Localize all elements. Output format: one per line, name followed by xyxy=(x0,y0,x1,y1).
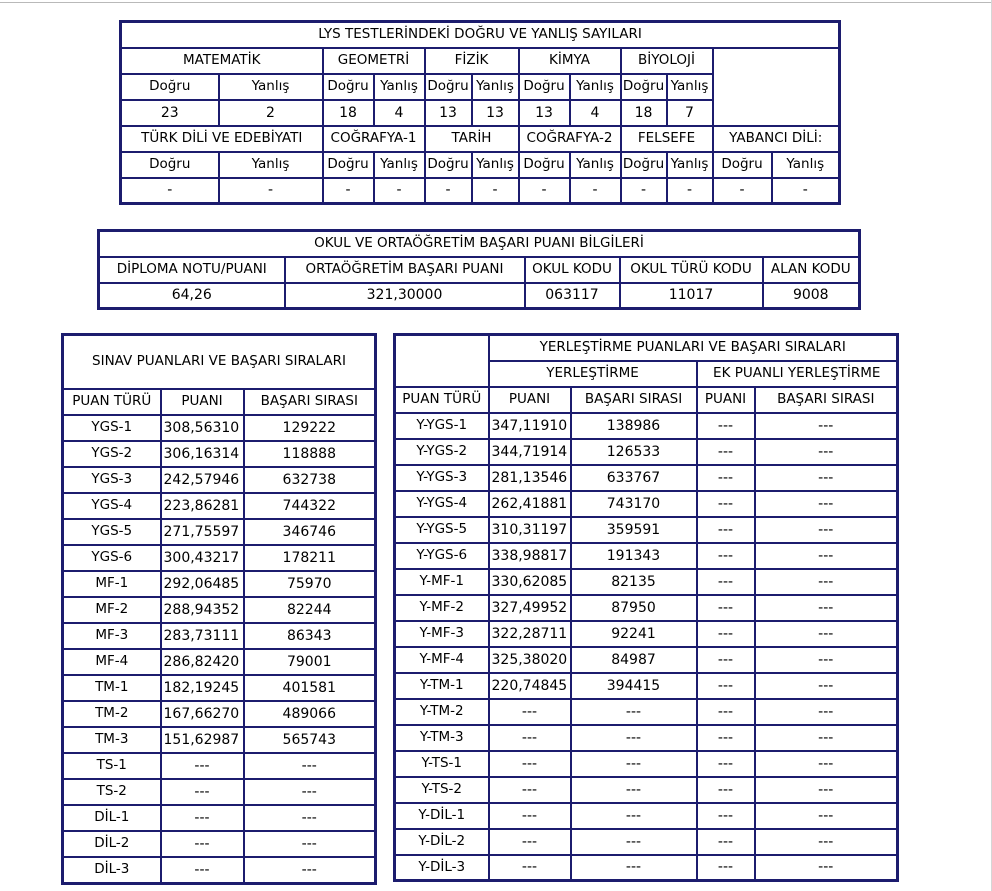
value-cell: --- xyxy=(755,439,898,465)
value-cell: --- xyxy=(571,803,697,829)
value-cell: 13 xyxy=(519,100,570,126)
table-row xyxy=(395,855,898,881)
table-row xyxy=(63,519,376,545)
value-cell: --- xyxy=(755,621,898,647)
top-border-line xyxy=(0,2,992,3)
header-ek-puani: PUANI xyxy=(697,387,755,413)
value-cell: 306,16314 xyxy=(161,441,244,467)
value-cell: --- xyxy=(755,777,898,803)
value-cell: 4 xyxy=(374,100,425,126)
value-cell: - xyxy=(621,178,667,204)
puan-turu-cell: Y-MF-4 xyxy=(395,647,489,673)
yanlis-label: Yanlış xyxy=(374,74,425,100)
value-cell: --- xyxy=(755,647,898,673)
table-row xyxy=(63,701,376,727)
subject-kimya: KİMYA xyxy=(519,48,621,74)
value-cell: 126533 xyxy=(571,439,697,465)
header-ek-basari-sirasi: BAŞARI SIRASI xyxy=(755,387,898,413)
value-cell: 489066 xyxy=(244,701,376,727)
puan-turu-cell: DİL-2 xyxy=(63,831,161,857)
puan-turu-cell: Y-YGS-3 xyxy=(395,465,489,491)
puan-turu-cell: Y-TM-2 xyxy=(395,699,489,725)
value-cell: --- xyxy=(489,751,571,777)
puan-turu-cell: Y-YGS-6 xyxy=(395,543,489,569)
dogru-label: Doğru xyxy=(519,152,570,178)
value-cell: --- xyxy=(755,803,898,829)
value-cell: 310,31197 xyxy=(489,517,571,543)
okul-title: OKUL VE ORTAÖĞRETİM BAŞARI PUANI BİLGİLERİ xyxy=(99,231,860,257)
puan-turu-cell: Y-TS-1 xyxy=(395,751,489,777)
value-cell: --- xyxy=(697,751,755,777)
subject-matematik: MATEMATİK xyxy=(121,48,323,74)
puan-turu-cell: YGS-1 xyxy=(63,415,161,441)
puan-turu-cell: YGS-3 xyxy=(63,467,161,493)
value-cell: --- xyxy=(755,569,898,595)
lys-title: LYS TESTLERİNDEKİ DOĞRU VE YANLIŞ SAYILARI xyxy=(121,22,840,48)
value-cell: --- xyxy=(571,855,697,881)
subject-fizik: FİZİK xyxy=(425,48,519,74)
value-cell: --- xyxy=(489,725,571,751)
puan-turu-cell: YGS-2 xyxy=(63,441,161,467)
table-row xyxy=(63,675,376,701)
value-cell: --- xyxy=(755,465,898,491)
yanlis-label: Yanlış xyxy=(667,152,713,178)
value-cell: --- xyxy=(571,777,697,803)
table-row xyxy=(395,595,898,621)
value-cell: --- xyxy=(571,725,697,751)
value-cell: --- xyxy=(755,725,898,751)
table-row xyxy=(395,621,898,647)
dogru-label: Doğru xyxy=(323,152,374,178)
value-cell: - xyxy=(323,178,374,204)
value-cell: --- xyxy=(697,465,755,491)
value-cell: --- xyxy=(697,439,755,465)
puan-turu-cell: TM-3 xyxy=(63,727,161,753)
value-cell: --- xyxy=(244,831,376,857)
table-row xyxy=(63,597,376,623)
puan-turu-cell: Y-MF-2 xyxy=(395,595,489,621)
value-cell: --- xyxy=(755,855,898,881)
value-cell: 86343 xyxy=(244,623,376,649)
value-cell: 18 xyxy=(621,100,667,126)
value-cell: 129222 xyxy=(244,415,376,441)
header-okul-turu-kodu: OKUL TÜRÜ KODU xyxy=(620,257,763,283)
header-puani: PUANI xyxy=(161,389,244,415)
value-cell: 300,43217 xyxy=(161,545,244,571)
value-cell: --- xyxy=(697,517,755,543)
value-cell: - xyxy=(472,178,519,204)
value-cell: 743170 xyxy=(571,491,697,517)
puan-turu-cell: Y-YGS-5 xyxy=(395,517,489,543)
table-row xyxy=(395,725,898,751)
value-cell: 191343 xyxy=(571,543,697,569)
value-obp: 321,30000 xyxy=(285,283,525,309)
value-cell: 182,19245 xyxy=(161,675,244,701)
value-cell: 151,62987 xyxy=(161,727,244,753)
value-cell: --- xyxy=(755,829,898,855)
value-cell: --- xyxy=(571,751,697,777)
value-cell: 359591 xyxy=(571,517,697,543)
sub-ek-puanli: EK PUANLI YERLEŞTİRME xyxy=(697,361,898,387)
table-row xyxy=(63,857,376,883)
dogru-label: Doğru xyxy=(323,74,374,100)
value-cell: - xyxy=(121,178,219,204)
value-cell: --- xyxy=(755,673,898,699)
value-cell: 338,98817 xyxy=(489,543,571,569)
value-cell: --- xyxy=(755,491,898,517)
dogru-label: Doğru xyxy=(621,74,667,100)
value-cell: --- xyxy=(697,855,755,881)
table-row xyxy=(63,467,376,493)
puan-turu-cell: MF-2 xyxy=(63,597,161,623)
value-cell: 292,06485 xyxy=(161,571,244,597)
value-cell: --- xyxy=(244,779,376,805)
puan-turu-cell: TS-2 xyxy=(63,779,161,805)
value-cell: 79001 xyxy=(244,649,376,675)
yanlis-label: Yanlış xyxy=(570,74,621,100)
puan-turu-cell: DİL-3 xyxy=(63,857,161,883)
value-cell: 347,11910 xyxy=(489,413,571,439)
value-cell: --- xyxy=(244,753,376,779)
value-cell: 283,73111 xyxy=(161,623,244,649)
header-diploma: DİPLOMA NOTU/PUANI xyxy=(99,257,285,283)
value-cell: 87950 xyxy=(571,595,697,621)
yanlis-label: Yanlış xyxy=(667,74,713,100)
puan-turu-cell: TM-2 xyxy=(63,701,161,727)
value-cell: --- xyxy=(697,777,755,803)
school-info-table xyxy=(97,229,861,310)
dogru-label: Doğru xyxy=(121,74,219,100)
value-cell: 13 xyxy=(472,100,519,126)
table-row xyxy=(395,439,898,465)
table-row xyxy=(63,623,376,649)
table-row xyxy=(395,517,898,543)
puan-turu-cell: Y-DİL-3 xyxy=(395,855,489,881)
table-row xyxy=(395,647,898,673)
puan-turu-cell: MF-3 xyxy=(63,623,161,649)
value-cell: 7 xyxy=(667,100,713,126)
value-cell: --- xyxy=(697,413,755,439)
header-alan-kodu: ALAN KODU xyxy=(763,257,860,283)
puan-turu-cell: TS-1 xyxy=(63,753,161,779)
value-cell: --- xyxy=(697,621,755,647)
placement-scores-table xyxy=(393,333,899,882)
table-row xyxy=(63,831,376,857)
value-cell: 262,41881 xyxy=(489,491,571,517)
value-cell: 281,13546 xyxy=(489,465,571,491)
puan-turu-cell: Y-DİL-1 xyxy=(395,803,489,829)
table-row xyxy=(395,777,898,803)
value-cell: 346746 xyxy=(244,519,376,545)
table-row xyxy=(395,673,898,699)
value-cell: --- xyxy=(161,779,244,805)
table-row xyxy=(63,571,376,597)
puan-turu-cell: Y-YGS-4 xyxy=(395,491,489,517)
puan-turu-cell: Y-MF-3 xyxy=(395,621,489,647)
value-cell: 330,62085 xyxy=(489,569,571,595)
table-row xyxy=(395,803,898,829)
value-cell: 344,71914 xyxy=(489,439,571,465)
value-diploma: 64,26 xyxy=(99,283,285,309)
value-cell: --- xyxy=(697,647,755,673)
value-cell: 286,82420 xyxy=(161,649,244,675)
dogru-label: Doğru xyxy=(425,74,472,100)
table-row xyxy=(395,699,898,725)
puan-turu-cell: Y-TS-2 xyxy=(395,777,489,803)
dogru-label: Doğru xyxy=(713,152,772,178)
value-cell: --- xyxy=(489,855,571,881)
value-cell: - xyxy=(374,178,425,204)
header-okul-kodu: OKUL KODU xyxy=(525,257,620,283)
dogru-label: Doğru xyxy=(519,74,570,100)
value-cell: --- xyxy=(697,543,755,569)
puan-turu-cell: YGS-4 xyxy=(63,493,161,519)
yanlis-label: Yanlış xyxy=(570,152,621,178)
empty-cell xyxy=(713,48,840,126)
value-cell: 220,74845 xyxy=(489,673,571,699)
empty-header-cell xyxy=(395,335,489,387)
value-cell: 632738 xyxy=(244,467,376,493)
dogru-label: Doğru xyxy=(621,152,667,178)
table-row xyxy=(63,805,376,831)
value-cell: 178211 xyxy=(244,545,376,571)
value-cell: 84987 xyxy=(571,647,697,673)
value-cell: --- xyxy=(697,829,755,855)
value-cell: --- xyxy=(244,857,376,883)
table-row xyxy=(395,751,898,777)
table-row xyxy=(63,493,376,519)
value-cell: 82135 xyxy=(571,569,697,595)
subject-cografya-1: COĞRAFYA-1 xyxy=(323,126,425,152)
value-cell: 322,28711 xyxy=(489,621,571,647)
table-row xyxy=(63,753,376,779)
value-cell: 92241 xyxy=(571,621,697,647)
header-basari-sirasi: BAŞARI SIRASI xyxy=(244,389,376,415)
yanlis-label: Yanlış xyxy=(772,152,840,178)
subject-felsefe: FELSEFE xyxy=(621,126,713,152)
puan-turu-cell: MF-4 xyxy=(63,649,161,675)
table-row xyxy=(63,649,376,675)
value-cell: 118888 xyxy=(244,441,376,467)
table-row xyxy=(63,415,376,441)
value-cell: 2 xyxy=(219,100,323,126)
subject-turk-dili: TÜRK DİLİ VE EDEBİYATI xyxy=(121,126,323,152)
value-cell: 327,49952 xyxy=(489,595,571,621)
value-cell: --- xyxy=(755,413,898,439)
exam-scores-table xyxy=(61,333,377,885)
value-cell: 167,66270 xyxy=(161,701,244,727)
table-row xyxy=(395,491,898,517)
table-row xyxy=(395,413,898,439)
value-cell: --- xyxy=(161,857,244,883)
lys-results-table xyxy=(119,20,841,205)
table-row xyxy=(63,441,376,467)
value-cell: --- xyxy=(697,699,755,725)
value-cell: --- xyxy=(161,753,244,779)
value-cell: --- xyxy=(755,595,898,621)
puan-turu-cell: TM-1 xyxy=(63,675,161,701)
value-cell: --- xyxy=(697,569,755,595)
value-cell: 271,75597 xyxy=(161,519,244,545)
value-cell: --- xyxy=(571,829,697,855)
puan-turu-cell: Y-DİL-2 xyxy=(395,829,489,855)
exam-scores-body xyxy=(63,415,376,883)
value-cell: 82244 xyxy=(244,597,376,623)
value-cell: 744322 xyxy=(244,493,376,519)
value-cell: --- xyxy=(161,831,244,857)
yanlis-label: Yanlış xyxy=(472,152,519,178)
value-okul-turu-kodu: 11017 xyxy=(620,283,763,309)
header-puani: PUANI xyxy=(489,387,571,413)
value-cell: 223,86281 xyxy=(161,493,244,519)
value-cell: --- xyxy=(161,805,244,831)
puan-turu-cell: Y-TM-3 xyxy=(395,725,489,751)
value-cell: 242,57946 xyxy=(161,467,244,493)
table-row xyxy=(63,779,376,805)
header-puan-turu: PUAN TÜRÜ xyxy=(63,389,161,415)
header-basari-sirasi: BAŞARI SIRASI xyxy=(571,387,697,413)
puan-turu-cell: Y-MF-1 xyxy=(395,569,489,595)
value-cell: 394415 xyxy=(571,673,697,699)
value-cell: 308,56310 xyxy=(161,415,244,441)
table-row xyxy=(63,545,376,571)
value-cell: --- xyxy=(489,699,571,725)
header-puan-turu: PUAN TÜRÜ xyxy=(395,387,489,413)
value-cell: - xyxy=(667,178,713,204)
yanlis-label: Yanlış xyxy=(374,152,425,178)
yanlis-label: Yanlış xyxy=(219,152,323,178)
sub-yerlestirme: YERLEŞTİRME xyxy=(489,361,697,387)
value-cell: --- xyxy=(697,673,755,699)
subject-cografya-2: COĞRAFYA-2 xyxy=(519,126,621,152)
puan-turu-cell: MF-1 xyxy=(63,571,161,597)
value-cell: --- xyxy=(697,491,755,517)
subject-biyoloji: BİYOLOJİ xyxy=(621,48,713,74)
value-cell: 138986 xyxy=(571,413,697,439)
sinav-title: SINAV PUANLARI VE BAŞARI SIRALARI xyxy=(63,335,376,390)
yanlis-label: Yanlış xyxy=(472,74,519,100)
table-row xyxy=(63,727,376,753)
value-cell: --- xyxy=(244,805,376,831)
value-cell: - xyxy=(219,178,323,204)
value-cell: 401581 xyxy=(244,675,376,701)
value-cell: --- xyxy=(697,803,755,829)
value-cell: - xyxy=(570,178,621,204)
value-alan-kodu: 9008 xyxy=(763,283,860,309)
puan-turu-cell: YGS-5 xyxy=(63,519,161,545)
puan-turu-cell: Y-YGS-2 xyxy=(395,439,489,465)
value-cell: --- xyxy=(755,517,898,543)
value-cell: - xyxy=(519,178,570,204)
table-row xyxy=(395,543,898,569)
subject-geometri: GEOMETRİ xyxy=(323,48,425,74)
value-cell: 633767 xyxy=(571,465,697,491)
value-cell: --- xyxy=(697,595,755,621)
value-cell: - xyxy=(772,178,840,204)
subject-yabanci-dili: YABANCI DİLİ: xyxy=(713,126,840,152)
value-cell: 18 xyxy=(323,100,374,126)
value-cell: 75970 xyxy=(244,571,376,597)
value-cell: 23 xyxy=(121,100,219,126)
value-cell: 288,94352 xyxy=(161,597,244,623)
dogru-label: Doğru xyxy=(121,152,219,178)
value-cell: 13 xyxy=(425,100,472,126)
value-cell: 4 xyxy=(570,100,621,126)
value-cell: 325,38020 xyxy=(489,647,571,673)
value-cell: - xyxy=(425,178,472,204)
value-cell: --- xyxy=(755,699,898,725)
value-cell: --- xyxy=(489,803,571,829)
value-cell: --- xyxy=(489,829,571,855)
puan-turu-cell: DİL-1 xyxy=(63,805,161,831)
puan-turu-cell: Y-TM-1 xyxy=(395,673,489,699)
value-cell: --- xyxy=(571,699,697,725)
value-cell: --- xyxy=(755,543,898,569)
placement-scores-body xyxy=(395,413,898,881)
dogru-label: Doğru xyxy=(425,152,472,178)
yer-title: YERLEŞTİRME PUANLARI VE BAŞARI SIRALARI xyxy=(489,335,898,361)
yanlis-label: Yanlış xyxy=(219,74,323,100)
value-cell: - xyxy=(713,178,772,204)
puan-turu-cell: YGS-6 xyxy=(63,545,161,571)
value-cell: --- xyxy=(755,751,898,777)
table-row xyxy=(395,465,898,491)
puan-turu-cell: Y-YGS-1 xyxy=(395,413,489,439)
value-cell: --- xyxy=(489,777,571,803)
subject-tarih: TARİH xyxy=(425,126,519,152)
value-cell: 565743 xyxy=(244,727,376,753)
value-cell: --- xyxy=(697,725,755,751)
table-row xyxy=(395,569,898,595)
table-row xyxy=(395,829,898,855)
header-obp: ORTAÖĞRETİM BAŞARI PUANI xyxy=(285,257,525,283)
value-okul-kodu: 063117 xyxy=(525,283,620,309)
